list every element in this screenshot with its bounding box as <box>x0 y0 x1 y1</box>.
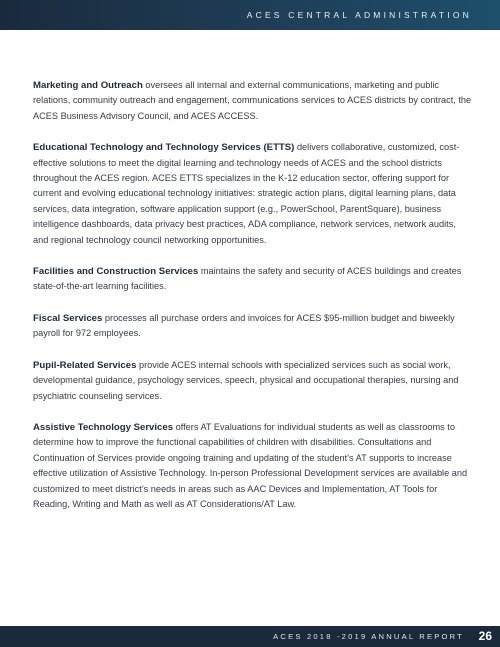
section-heading: Fiscal Services <box>33 312 103 324</box>
document-body <box>33 78 473 528</box>
section-heading: Assistive Technology Services <box>33 421 174 433</box>
section-marketing-outreach <box>33 78 473 124</box>
report-label: ACES 2018 -2019 ANNUAL REPORT <box>273 632 464 641</box>
header-title: ACES CENTRAL ADMINISTRATION <box>246 10 472 20</box>
header-band <box>0 0 500 30</box>
section-pupil-services <box>33 358 473 404</box>
section-text: oversees all internal and external communications, marketing and public relations, community outreach and engagement, communications services to ACES districts by contract, the ACES Business Advisory Council, and ACES ACCESS. <box>33 80 472 121</box>
footer-band <box>0 626 500 647</box>
section-text: maintains the safety and security of ACES buildings and creates state-of-the-art learning facilities. <box>33 266 462 292</box>
section-facilities <box>33 264 473 295</box>
section-text: offers AT Evaluations for individual students as well as classrooms to determine how to improve the functional capabilities of children with disabilities. Consultations and Continuation of Services provide ongoing training and updating of the student’s AT supports to increase effective utilization of Assistive Technology. In-person Professional Development services are available and customized to meet district’s needs in areas such as AAC Devices and Implementation, AT Tools for Reading, Writing and Math as well as AT Considerations/AT Law. <box>33 421 468 509</box>
section-etts <box>33 140 473 248</box>
section-heading: Facilities and Construction Services <box>33 266 199 278</box>
section-text: provide ACES internal schools with specialized services such as social work, developmental guidance, psychology services, speech, physical and occupational therapies, nursing and psychiatric counseling services. <box>33 359 459 401</box>
section-text: processes all purchase orders and invoices for ACES $95-million budget and biweekly payroll for 972 employees. <box>33 312 455 339</box>
section-fiscal <box>33 311 473 342</box>
section-text: delivers collaborative, customized, cost-effective solutions to meet the digital learning and technology needs of ACES and the school districts throughout the ACES region. ACES ETTS specializes in the K-12 education sector, offering support for current and evolving educational technology initiatives: strategic action plans, digital learning plans, data services, data integration, software application support (e.g., PowerSchool, ParentSquare), business intelligence dashboards, data privacy best practices, ADA compliance, network services, network audits, and regional technology council networking opportunities. <box>33 142 460 245</box>
section-assistive-tech <box>33 420 473 512</box>
section-heading: Marketing and Outreach <box>33 80 143 91</box>
page-number: 26 <box>478 629 492 643</box>
section-heading: Educational Technology and Technology Services (ETTS) <box>33 142 295 154</box>
section-heading: Pupil-Related Services <box>33 359 137 371</box>
